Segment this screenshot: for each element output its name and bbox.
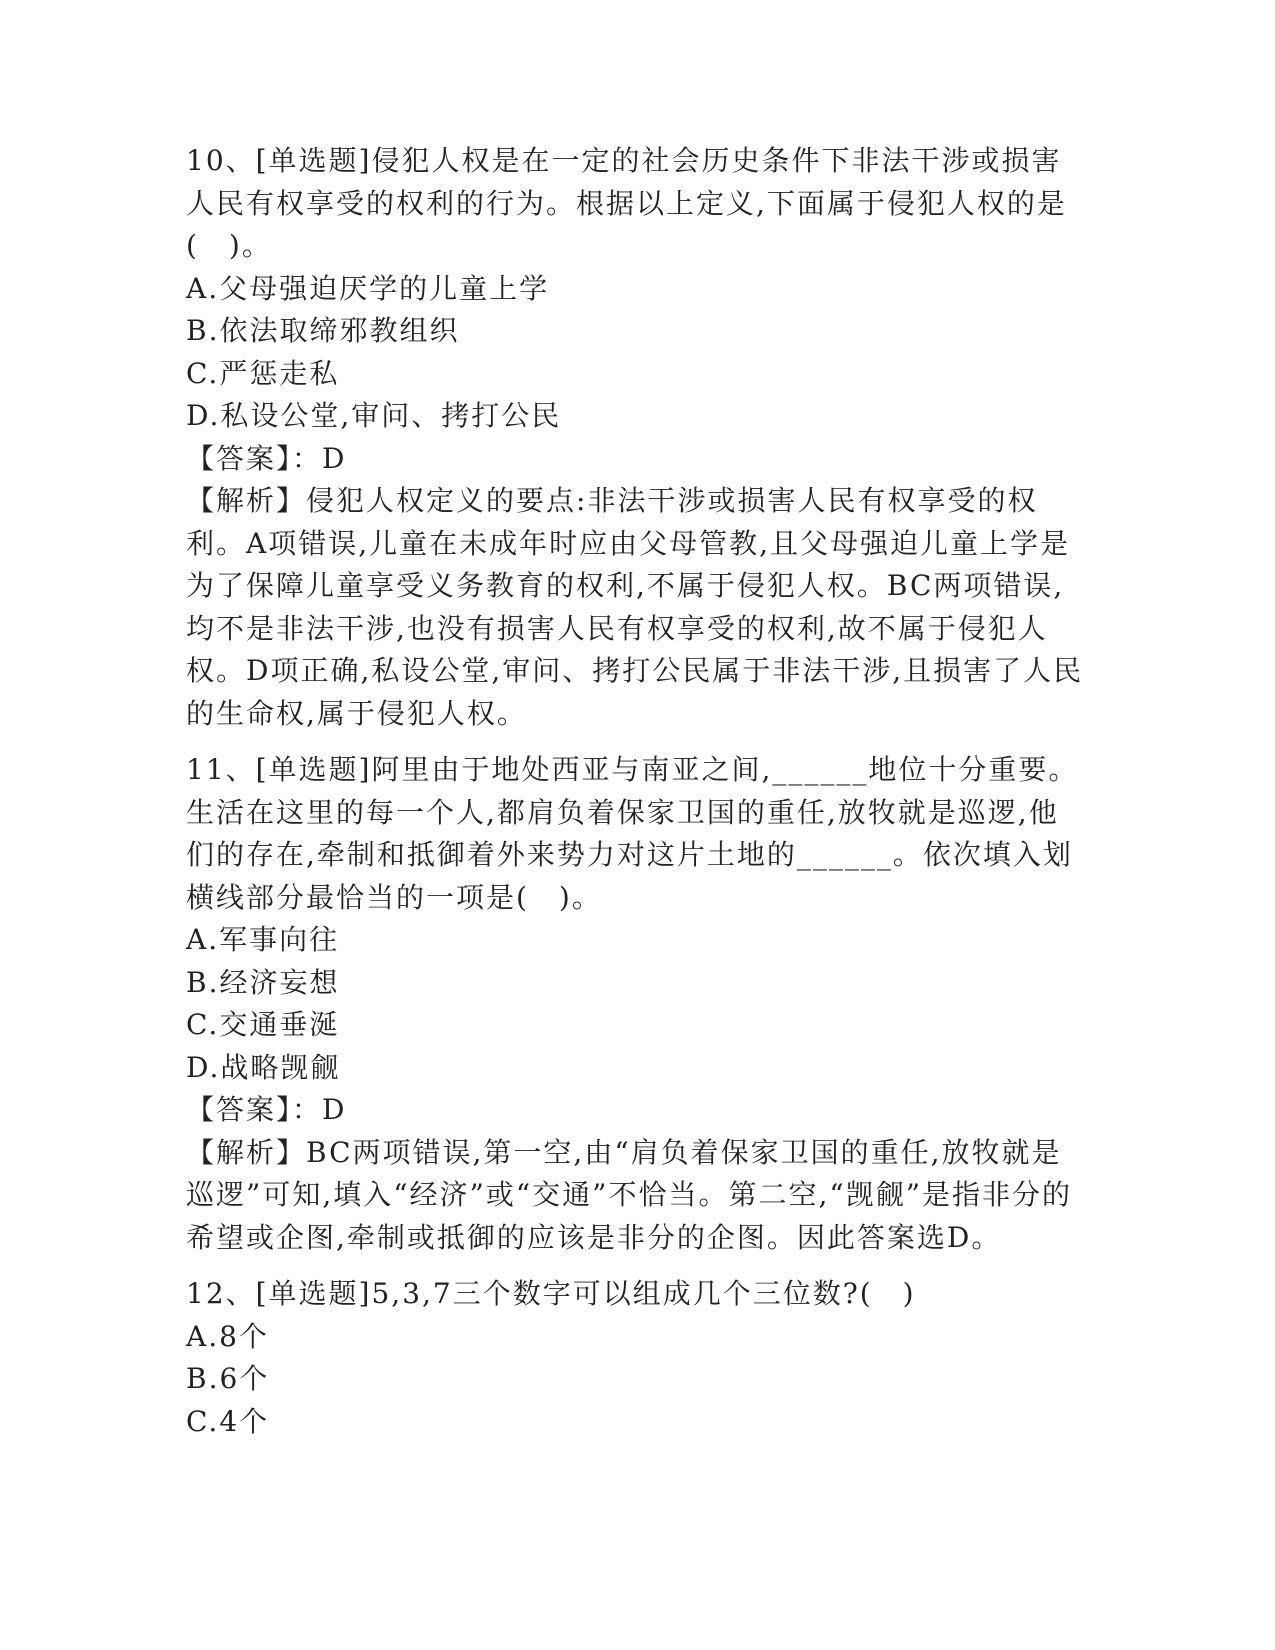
option-d: D.私设公堂,审问、拷打公民 (186, 399, 562, 432)
question-stem: 11、[单选题]阿里由于地处西亚与南亚之间,______地位十分重要。生活在这里的每一个人,都肩负着保家卫国的重任,放牧就是巡逻,他们的存在,牵制和抵御着外来势力对这片土地的______。依次填入划横线部分最恰当的一项是( )。 (186, 753, 1079, 914)
question-stem: 12、[单选题]5,3,7三个数字可以组成几个三位数?( ) (186, 1277, 916, 1310)
analysis-label: 【解析】 (186, 484, 307, 517)
analysis-paragraph (186, 480, 1086, 735)
answer-label: 【答案】 (186, 441, 293, 475)
option-c: C.严惩走私 (186, 356, 340, 390)
question-11 (186, 749, 1086, 1259)
document-page (186, 140, 1086, 1457)
question-stem: 10、[单选题]侵犯人权是在一定的社会历史条件下非法干涉或损害人民有权享受的权利的行为。根据以上定义,下面属于侵犯人权的是( )。 (186, 144, 1067, 262)
analysis-paragraph (186, 1132, 1086, 1260)
question-12 (186, 1273, 1086, 1443)
answer-value: ：D (292, 441, 347, 475)
option-b: B.经济妄想 (186, 965, 340, 999)
option-c: C.交通垂涎 (186, 1008, 340, 1041)
option-a: A.父母强迫厌学的儿童上学 (186, 271, 550, 305)
answer-line (186, 1089, 1086, 1132)
analysis-label: 【解析】 (186, 1135, 307, 1169)
option-c: C.4个 (186, 1404, 270, 1438)
answer-value: ：D (292, 1093, 347, 1126)
question-10 (186, 140, 1086, 735)
option-a: A.8个 (186, 1319, 269, 1353)
option-b: B.依法取缔邪教组织 (186, 314, 460, 347)
option-b: B.6个 (186, 1362, 270, 1395)
answer-label: 【答案】 (186, 1093, 293, 1126)
analysis-text: BC两项错误,第一空,由“肩负着保家卫国的重任,放牧就是巡逻”可知,填入“经济”或“交通”不恰当。第二空,“觊觎”是指非分的希望或企图,牵制或抵御的应该是非分的企图。因此答案选D。 (186, 1135, 1073, 1254)
option-a: A.军事向往 (186, 923, 340, 956)
option-d: D.战略觊觎 (186, 1050, 341, 1084)
analysis-text: 侵犯人权定义的要点:非法干涉或损害人民有权享受的权利。A项错误,儿童在未成年时应由父母管教,且父母强迫儿童上学是为了保障儿童享受义务教育的权利,不属于侵犯人权。BC两项错误,均不是非法干涉,也没有损害人民有权享受的权利,故不属于侵犯人权。D项正确,私设公堂,审问、拷打公民属于非法干涉,且损害了人民的生命权,属于侵犯人权。 (186, 484, 1084, 730)
answer-line (186, 438, 1086, 481)
